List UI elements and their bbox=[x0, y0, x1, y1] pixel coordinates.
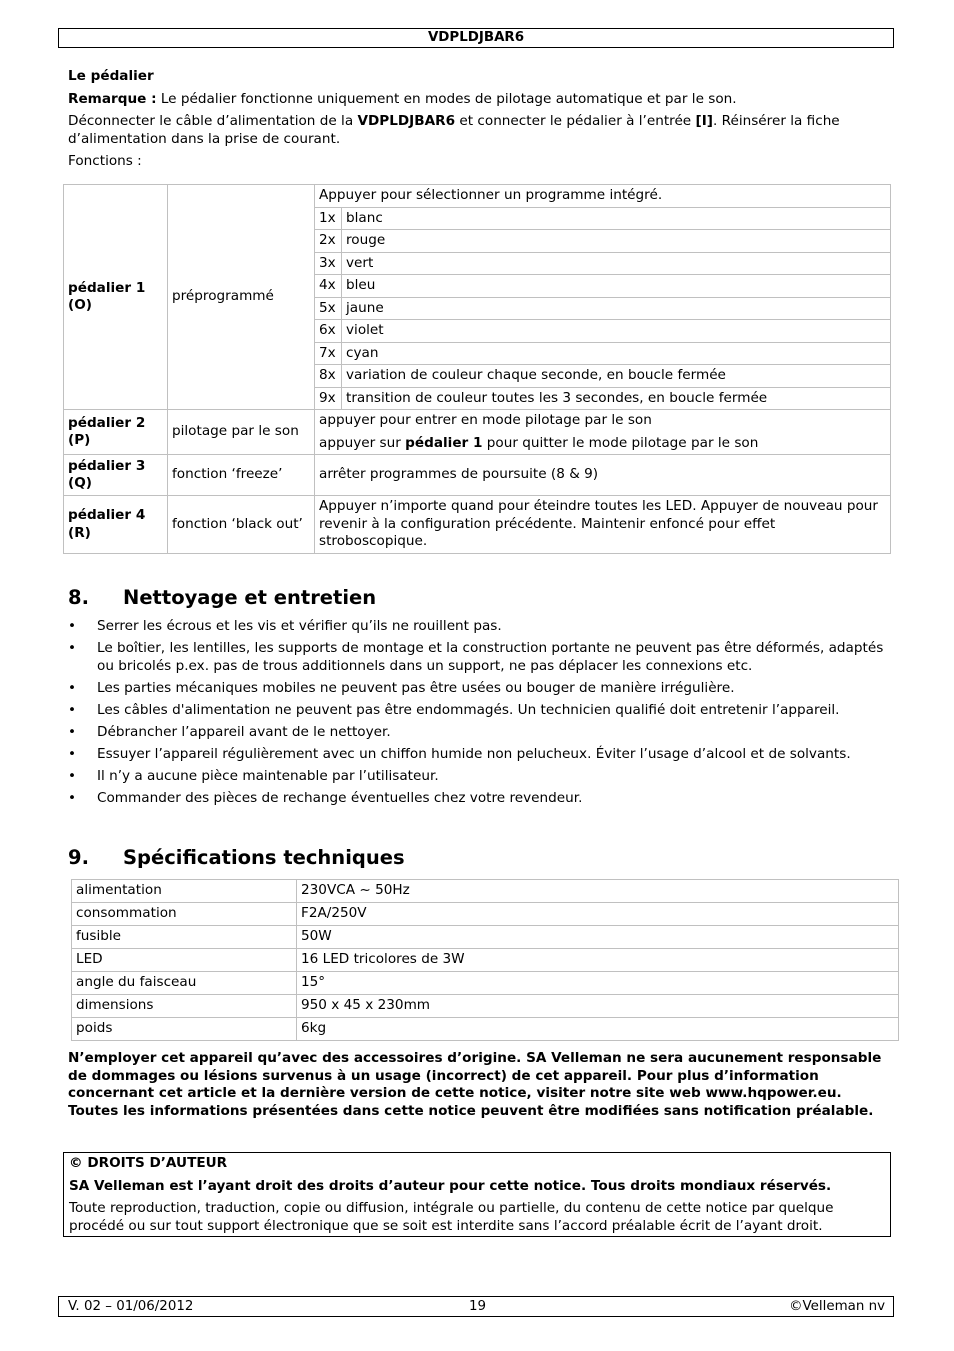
pedal-3-mode: fonction ‘freeze’ bbox=[168, 455, 315, 496]
maintenance-list bbox=[68, 618, 898, 812]
table-row bbox=[72, 926, 899, 949]
table-row bbox=[72, 1018, 899, 1041]
section-8-title: Nettoyage et entretien bbox=[123, 586, 377, 609]
spec-key: angle du faisceau bbox=[72, 972, 297, 995]
instruction-paragraph bbox=[68, 113, 898, 148]
instruction-input: [I] bbox=[695, 113, 713, 129]
pedal-2-line-2a: appuyer sur bbox=[319, 434, 406, 451]
spec-value: 6kg bbox=[297, 1018, 899, 1041]
pedal-section-title: Le pédalier bbox=[68, 68, 154, 84]
table-row bbox=[64, 410, 891, 455]
functions-label: Fonctions : bbox=[68, 153, 142, 169]
table-row bbox=[72, 949, 899, 972]
program-press-count: 5x bbox=[315, 297, 342, 320]
section-8-number: 8. bbox=[68, 586, 89, 609]
program-description: rouge bbox=[342, 230, 891, 253]
pedal-4-desc: Appuyer n’importe quand pour éteindre toutes les LED. Appuyer de nouveau pour revenir à la configuration précédente. Maintenir enfoncé pour effet stroboscopique. bbox=[315, 496, 891, 554]
list-item: • Serrer les écrous et les vis et vérifier qu’ils ne rouillent pas. bbox=[68, 618, 898, 636]
remark-paragraph bbox=[68, 91, 898, 109]
pedal-2-line-1: appuyer pour entrer en mode pilotage par le son bbox=[319, 412, 652, 428]
specifications-table bbox=[71, 879, 899, 1041]
pedal-4-code: (R) bbox=[68, 524, 91, 541]
program-press-count: 8x bbox=[315, 365, 342, 388]
pedal-3-name-cell bbox=[64, 455, 168, 496]
footer-version: V. 02 – 01/06/2012 bbox=[68, 1299, 194, 1314]
instruction-text-2: et connecter le pédalier à l’entrée bbox=[455, 113, 696, 129]
pedal-4-name: pédalier 4 bbox=[68, 507, 146, 523]
spec-value: 230VCA ~ 50Hz bbox=[297, 880, 899, 903]
copyright-text: Toute reproduction, traduction, copie ou diffusion, intégrale ou partielle, du contenu de cette notice par quelque procédé ou sur tout support électronique que se soit est interdite sans l’accord préalable écrit de l’ayant droit. bbox=[69, 1200, 834, 1234]
section-9-title: Spécifications techniques bbox=[123, 846, 405, 869]
list-item: • Débrancher l’appareil avant de le nettoyer. bbox=[68, 724, 898, 742]
pedal-3-desc: arrêter programmes de poursuite (8 & 9) bbox=[315, 455, 891, 496]
spec-key: fusible bbox=[72, 926, 297, 949]
table-row bbox=[72, 903, 899, 926]
remark-label: Remarque : bbox=[68, 91, 157, 107]
pedal-2-desc bbox=[315, 410, 891, 455]
footer-company: ©Velleman nv bbox=[789, 1299, 885, 1314]
program-description: transition de couleur toutes les 3 secondes, en boucle fermée bbox=[342, 387, 891, 410]
pedal-2-line-2c: pour quitter le mode pilotage par le son bbox=[482, 434, 759, 451]
footer bbox=[58, 1296, 894, 1317]
section-9-number: 9. bbox=[68, 846, 89, 869]
program-press-count: 7x bbox=[315, 342, 342, 365]
list-item: • Les câbles d'alimentation ne peuvent pas être endommagés. Un technicien qualifié doit entretenir l’appareil. bbox=[68, 702, 898, 720]
program-press-count: 1x bbox=[315, 207, 342, 230]
header-model: VDPLDJBAR6 bbox=[58, 28, 894, 48]
program-description: cyan bbox=[342, 342, 891, 365]
spec-value: F2A/250V bbox=[297, 903, 899, 926]
pedal-1-name-cell bbox=[64, 185, 168, 410]
pedal-3-code: (Q) bbox=[68, 475, 92, 491]
spec-key: alimentation bbox=[72, 880, 297, 903]
program-description: bleu bbox=[342, 275, 891, 298]
pedal-1-mode: préprogrammé bbox=[168, 185, 315, 410]
spec-key: consommation bbox=[72, 903, 297, 926]
pedal-2-name-cell bbox=[64, 410, 168, 455]
table-row bbox=[72, 995, 899, 1018]
pedal-1-name: pédalier 1 bbox=[68, 279, 146, 296]
program-press-count: 6x bbox=[315, 320, 342, 343]
spec-value: 15° bbox=[297, 972, 899, 995]
pedal-1-code: (O) bbox=[68, 297, 92, 313]
pedal-3-name: pédalier 3 bbox=[68, 457, 146, 474]
list-item: • Commander des pièces de rechange éventuelles chez votre revendeur. bbox=[68, 790, 898, 808]
remark-text: Le pédalier fonctionne uniquement en modes de pilotage automatique et par le son. bbox=[156, 91, 737, 107]
pedal-functions-table bbox=[63, 184, 891, 554]
pedal-4-mode: fonction ‘black out’ bbox=[168, 496, 315, 554]
spec-key: poids bbox=[72, 1018, 297, 1041]
program-description: jaune bbox=[342, 297, 891, 320]
spec-value: 16 LED tricolores de 3W bbox=[297, 949, 899, 972]
spec-key: dimensions bbox=[72, 995, 297, 1018]
table-row bbox=[64, 496, 891, 554]
pedal-2-name: pédalier 2 bbox=[68, 414, 146, 431]
pedal-2-line-2b: pédalier 1 bbox=[405, 434, 483, 451]
copyright-box bbox=[63, 1152, 891, 1237]
list-item: • Les parties mécaniques mobiles ne peuvent pas être usées ou bouger de manière irrégulière. bbox=[68, 680, 898, 698]
program-description: blanc bbox=[342, 207, 891, 230]
section-8-heading bbox=[68, 586, 376, 610]
footer-page-number: 19 bbox=[469, 1299, 487, 1314]
section-9-heading bbox=[68, 846, 405, 870]
program-press-count: 9x bbox=[315, 387, 342, 410]
list-item: • Il n’y a aucune pièce maintenable par l’utilisateur. bbox=[68, 768, 898, 786]
spec-value: 50W bbox=[297, 926, 899, 949]
list-item: • Essuyer l’appareil régulièrement avec un chiffon humide non pelucheux. Éviter l’usage d’alcool et de solvants. bbox=[68, 746, 898, 764]
instruction-model: VDPLDJBAR6 bbox=[357, 113, 456, 129]
program-description: vert bbox=[342, 252, 891, 275]
copyright-title: © DROITS D’AUTEUR bbox=[69, 1155, 228, 1171]
copyright-bold-line: SA Velleman est l’ayant droit des droits d’auteur pour cette notice. Tous droits mondiaux réservés. bbox=[69, 1177, 832, 1194]
program-press-count: 3x bbox=[315, 252, 342, 275]
spec-value: 950 x 45 x 230mm bbox=[297, 995, 899, 1018]
instruction-text-3: . Réinsérer la fiche d’alimentation dans la prise de courant. bbox=[68, 113, 840, 147]
notice-paragraph: N’employer cet appareil qu’avec des accessoires d’origine. SA Velleman ne sera aucunement responsable de dommages ou lésions survenus à un usage (incorrect) de cet appareil. Pour plus d’information concernant cet article et la dernière version de cette notice, visiter notre site web www.hqpower.eu. Toutes les informations présentées dans cette notice peuvent être modifiées sans notification préalable. bbox=[68, 1050, 882, 1119]
program-press-count: 4x bbox=[315, 275, 342, 298]
pedal-2-code: (P) bbox=[68, 432, 91, 448]
table-row bbox=[64, 185, 891, 208]
table-row bbox=[64, 455, 891, 496]
pedal-2-line-2 bbox=[319, 435, 758, 453]
instruction-text-1: Déconnecter le câble d’alimentation de la bbox=[68, 113, 358, 129]
table-row bbox=[72, 972, 899, 995]
spec-key: LED bbox=[72, 949, 297, 972]
table-row bbox=[72, 880, 899, 903]
program-description: violet bbox=[342, 320, 891, 343]
pedal-4-name-cell bbox=[64, 496, 168, 554]
pedal-1-intro: Appuyer pour sélectionner un programme intégré. bbox=[315, 185, 891, 208]
list-item: • Le boîtier, les lentilles, les supports de montage et la construction portante ne peuvent pas être déformés, adaptés ou bricolés p.ex. pas de trous additionnels dans un support, ne pas déplacer les connexions etc. bbox=[68, 640, 898, 675]
program-press-count: 2x bbox=[315, 230, 342, 253]
program-description: variation de couleur chaque seconde, en boucle fermée bbox=[342, 365, 891, 388]
pedal-2-mode: pilotage par le son bbox=[168, 410, 315, 455]
